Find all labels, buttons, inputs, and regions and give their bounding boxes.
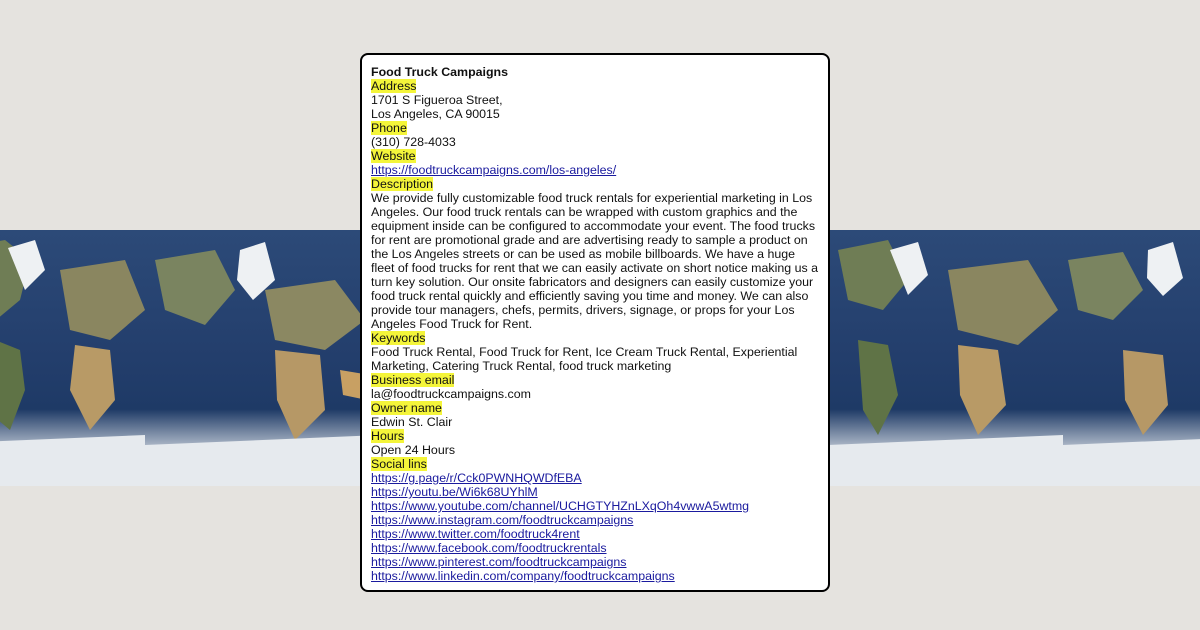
business-name: Food Truck Campaigns: [371, 65, 509, 79]
phone-label: Phone: [371, 121, 407, 135]
info-window: [360, 53, 830, 592]
social-links-label: Social lins: [371, 457, 427, 471]
address-line-2: Los Angeles, CA 90015: [371, 107, 500, 121]
social-link-linkedin[interactable]: https://www.linkedin.com/company/foodtruckcampaigns: [371, 569, 675, 583]
social-link-instagram[interactable]: https://www.instagram.com/foodtruckcampaigns: [371, 513, 634, 527]
hours-label: Hours: [371, 429, 405, 443]
business-email-value: la@foodtruckcampaigns.com: [371, 387, 531, 401]
description-text: We provide fully customizable food truck rentals for experiential marketing in Los Angeles. Our food truck rentals can be wrapped with custom graphics and the equipment inside can be configured to accommodate your event. The food trucks for rent are promotional grade and are advertising ready to sample a product on the Los Angeles streets or can be used as mobile billboards. We have a huge fleet of food trucks for rent that we can easily activate on short notice making us a turn key solution. Our onsite fabricators and designers can easily customize your food truck rental quickly and efficiently saving you time and money. We can also provide tour managers, chefs, permits, drivers, signage, or props for your Los Angeles Food Truck for Rent.: [371, 191, 818, 331]
map-tile: [145, 230, 380, 486]
address-line-1: 1701 S Figueroa Street,: [371, 93, 503, 107]
social-link-youtube-short[interactable]: https://youtu.be/Wi6k68UYhlM: [371, 485, 538, 499]
keywords-text: Food Truck Rental, Food Truck for Rent, Ice Cream Truck Rental, Experiential Marketing, Catering Truck Rental, food truck marketing: [371, 345, 798, 373]
social-link-google[interactable]: https://g.page/r/Cck0PWNHQWDfEBA: [371, 471, 582, 485]
owner-name-value: Edwin St. Clair: [371, 415, 453, 429]
website-label: Website: [371, 149, 416, 163]
description-label: Description: [371, 177, 433, 191]
website-link[interactable]: https://foodtruckcampaigns.com/los-angeles/: [371, 163, 617, 177]
social-link-facebook[interactable]: https://www.facebook.com/foodtruckrentals: [371, 541, 607, 555]
social-link-twitter[interactable]: https://www.twitter.com/foodtruck4rent: [371, 527, 580, 541]
owner-name-label: Owner name: [371, 401, 442, 415]
phone-value: (310) 728-4033: [371, 135, 456, 149]
map-tile: [1063, 230, 1200, 486]
map-tile: [0, 230, 145, 486]
business-email-label: Business email: [371, 373, 455, 387]
address-label: Address: [371, 79, 417, 93]
social-link-youtube-channel[interactable]: https://www.youtube.com/channel/UCHGTYHZnLXqOh4vwwA5wtmg: [371, 499, 750, 513]
keywords-label: Keywords: [371, 331, 426, 345]
map-tile: [828, 230, 1063, 486]
social-link-pinterest[interactable]: https://www.pinterest.com/foodtruckcampaigns: [371, 555, 627, 569]
hours-value: Open 24 Hours: [371, 443, 456, 457]
